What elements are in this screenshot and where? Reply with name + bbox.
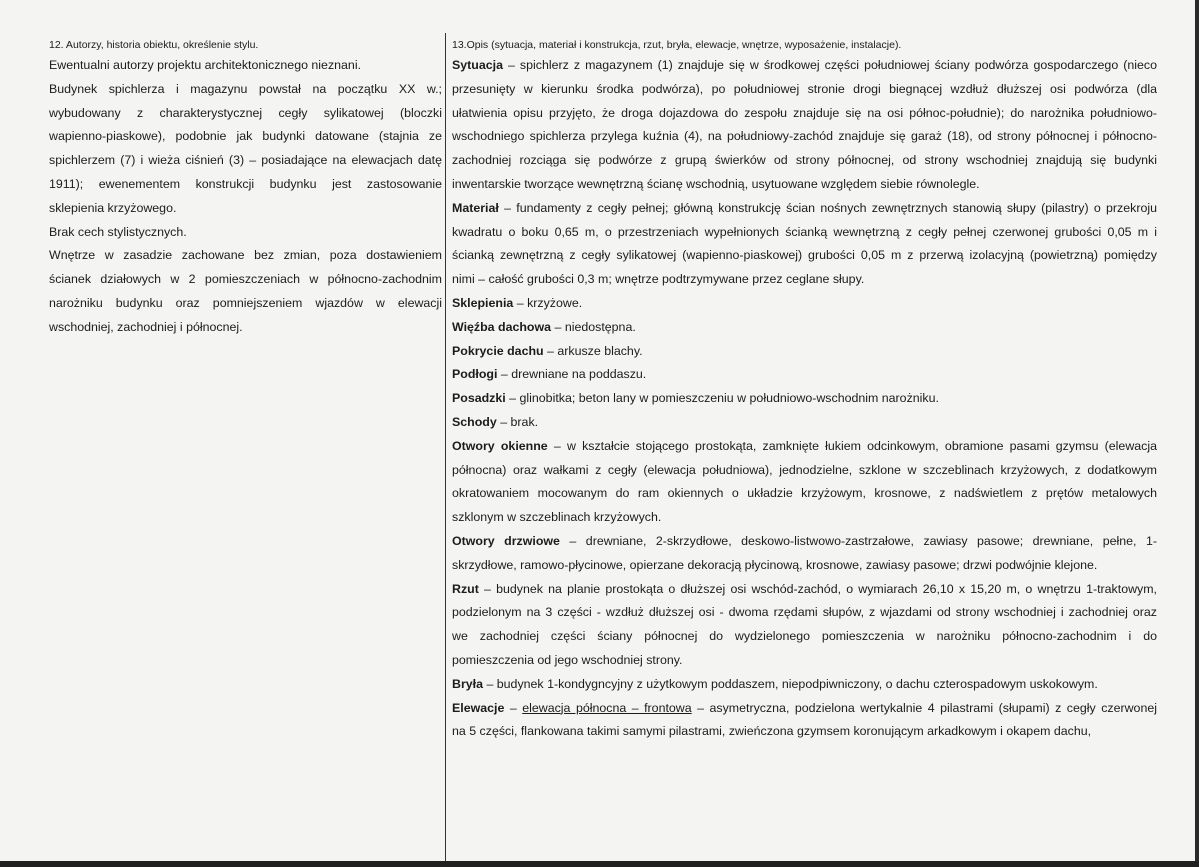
drzwiowe-label: Otwory drzwiowe xyxy=(452,533,560,548)
sytuacja-text: inwentarskie tworzące wewnętrzną ścianę wschodnią, usytuowane względem siebie równolegle. xyxy=(452,176,980,191)
left-line: ścianek działowych w 2 pomieszczeniach w północno-zachodnim xyxy=(49,272,442,287)
sytuacja-text: – spichlerz z magazynem (1) znajduje się w środkowej części południowej ściany podwórza gospodarczego (nieco xyxy=(502,58,1157,72)
material-text: ścianką zewnętrzną z cegły sylikatowej (wapienno-piaskowej) grubości 0,05 m z przerwą izolacyjną (powietrzną) pomiędzy xyxy=(452,248,1157,263)
section-13-heading: 13.Opis (sytuacja, materiał i konstrukcja, rzut, bryła, elewacje, wnętrze, wyposażenie, instalacje). xyxy=(452,39,902,51)
sytuacja-paragraph xyxy=(452,54,1157,197)
sklepienia-label: Sklepienia xyxy=(452,295,514,310)
schody-paragraph xyxy=(452,411,1157,435)
podlogi-text: – drewniane na poddaszu. xyxy=(497,367,647,382)
section-12-heading: 12. Autorzy, historia obiektu, określenie stylu. xyxy=(49,39,259,51)
wiezba-paragraph xyxy=(452,316,1157,340)
elewacje-text: na 5 części, flankowana takimi samymi pilastrami, zwieńczona gzymsem koronującym arkadkowym i okapem dachu, xyxy=(452,724,1092,739)
pokrycie-text: – arkusze blachy. xyxy=(543,343,643,358)
posadzki-text: – glinobitka; beton lany w pomieszczeniu w południowo-wschodnim narożniku. xyxy=(505,391,939,406)
sklepienia-paragraph xyxy=(452,292,1157,316)
sklepienia-text: – krzyżowe. xyxy=(513,295,583,310)
material-text: – fundamenty z cegły pełnej; główną konstrukcję ścian nośnych zewnętrznych stanowią słupy (pilastry) o przekroju xyxy=(498,200,1157,215)
okienne-label: Otwory okienne xyxy=(452,438,548,453)
page-edge-right xyxy=(1195,0,1199,867)
okienne-paragraph xyxy=(452,435,1157,530)
drzwiowe-paragraph xyxy=(452,530,1157,578)
rzut-text: – budynek na planie prostokąta o dłuższej osi wschód-zachód, o wymiarach 26,10 x 15,20 m, o wnętrzu 1-traktowym, xyxy=(478,581,1157,596)
pokrycie-paragraph xyxy=(452,340,1157,364)
rzut-text: pomieszczenia od jego wschodniej strony. xyxy=(452,652,683,667)
material-paragraph xyxy=(452,197,1157,292)
elewacje-separator: – xyxy=(504,700,523,715)
left-line: Wnętrze w zasadzie zachowane bez zmian, poza dostawieniem xyxy=(49,248,442,263)
pokrycie-label: Pokrycie dachu xyxy=(452,343,544,358)
okienne-text: szklonym w szczeblinach krzyżowych. xyxy=(452,510,662,525)
left-line: narożniku budynku oraz pomniejszeniem wjazdów w elewacji xyxy=(49,295,442,310)
material-text: nimi – całość grubości 0,3 m; wnętrze podtrzymywane przez ceglane słupy. xyxy=(452,272,865,287)
posadzki-paragraph xyxy=(452,387,1157,411)
schody-text: – brak. xyxy=(496,414,539,429)
bryla-text: – budynek 1-kondygncyjny z użytkowym poddaszem, niepodpiwniczony, o dachu czterospadowym uskokowym. xyxy=(483,676,1098,691)
rzut-text: we zachodniej części ściany północnej do wydzielonego pomieszczenia w narożniku północno-zachodnim i do xyxy=(452,629,1157,644)
left-line: Brak cech stylistycznych. xyxy=(49,224,187,239)
left-line: 1911); ewenementem konstrukcji budynku jest zastosowanie xyxy=(49,176,442,191)
left-line: spichlerzem (7) i wieża ciśnień (3) – posiadające na elewacjach datę xyxy=(49,153,442,168)
wiezba-text: – niedostępna. xyxy=(551,319,636,334)
elewacje-paragraph xyxy=(452,697,1157,745)
drzwiowe-text: skrzydłowe, ramowo-płycinowe, opierzane dekoracją płycinową, krosnowe, zawiasy pasowe; drzwi podwójnie klejone. xyxy=(452,557,1098,572)
left-line: Ewentualni autorzy projektu architektonicznego nieznani. xyxy=(49,58,362,72)
posadzki-label: Posadzki xyxy=(452,391,506,406)
left-line: wschodniej, zachodniej i północnej. xyxy=(49,319,243,334)
podlogi-label: Podłogi xyxy=(452,367,498,382)
material-label: Materiał xyxy=(452,200,499,215)
section-12-column xyxy=(49,36,442,340)
podlogi-paragraph xyxy=(452,363,1157,387)
okienne-text: – w kształcie stojącego prostokąta, zamknięte łukiem odcinkowym, obramione pasami gzymsu (elewacja xyxy=(547,438,1158,453)
rzut-paragraph xyxy=(452,578,1157,673)
wiezba-label: Więźba dachowa xyxy=(452,319,552,334)
drzwiowe-text: – drewniane, 2-skrzydłowe, deskowo-listwowo-zastrzałowe, zawiasy pasowe; drewniane, pełne, 1- xyxy=(559,533,1158,548)
sytuacja-text: przesunięty w kierunku środka podwórza), po południowej stronie drogi biegnącej wzdłuż dłuższej osi podwórza (dla xyxy=(452,81,1157,96)
rzut-label: Rzut xyxy=(452,581,479,596)
left-line: wybudowany z charakterystycznej cegły sylikatowej (bloczki xyxy=(49,105,442,120)
bryla-label: Bryła xyxy=(452,676,483,691)
left-line: wapienno-piaskowe), podobnie jak budynki datowane (stajnia ze xyxy=(49,129,442,144)
okienne-text: okratowaniem mocowanym do ram okiennych o układzie krzyżowym, krosnowe, z nadświetlem z prętów metalowych xyxy=(452,486,1157,501)
sytuacja-label: Sytuacja xyxy=(452,58,503,72)
elewacje-underlined: elewacja północna – frontowa xyxy=(522,700,692,715)
section-13-column xyxy=(452,36,1157,744)
left-line: sklepienia krzyżowego. xyxy=(49,200,177,215)
elewacje-text: – asymetryczna, podzielona wertykalnie 4 pilastrami (słupami) z cegły czerwonej xyxy=(691,700,1157,715)
sytuacja-text: zachodniej rozciąga się podwórze z grupą świerków od strony północnej, od strony wschodniej znajdują się budynki xyxy=(452,153,1157,168)
sytuacja-text: ułatwienia opisu przyjęto, że droga dojazdowa do zespołu znajduje się na osi północ-południe); do narożnika południowo- xyxy=(452,105,1157,120)
left-line: Budynek spichlerza i magazynu powstał na początku XX w.; xyxy=(49,81,442,96)
schody-label: Schody xyxy=(452,414,497,429)
rzut-text: podzielonym na 3 części - wzdłuż dłuższej osi - dwoma rzędami słupów, z wjazdami od strony wschodniej i zachodniej oraz xyxy=(452,605,1157,620)
material-text: kwadratu o boku 0,65 m, o przestrzeniach wypełnionych ścianką wewnętrzną z cegły pełnej czerwonej grubości 0,05 m i xyxy=(452,224,1157,239)
sytuacja-text: wschodniego spichlerza przylega kuźnia (4), na południowy-zachód znajduje się garaż (18), od strony północnej i północno- xyxy=(452,129,1157,144)
column-divider xyxy=(445,33,446,861)
page-edge-bottom xyxy=(0,861,1199,867)
bryla-paragraph xyxy=(452,673,1157,697)
elewacje-label: Elewacje xyxy=(452,700,505,715)
okienne-text: północna) oraz wałkami z cegły (elewacja południowa), jednodzielne, szklone w szczeblinach krzyżowych, z dodatkowym xyxy=(452,462,1157,477)
